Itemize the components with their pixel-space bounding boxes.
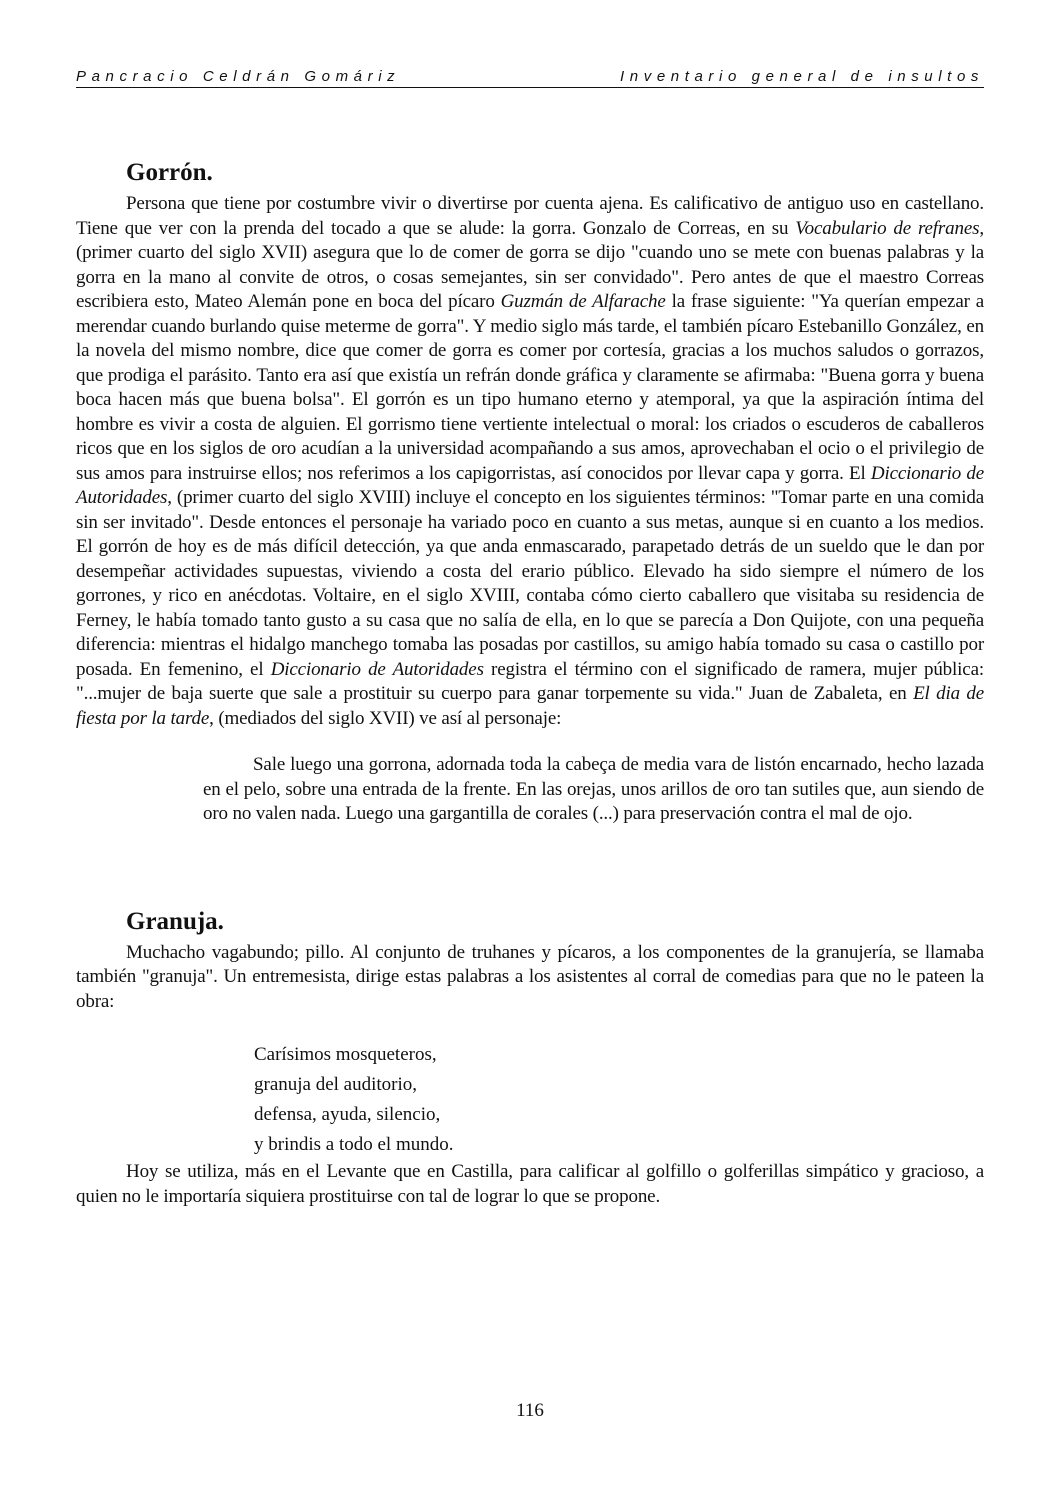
text-run: la frase siguiente: "Ya querían empezar a merendar cuando burlando quise meterme de gorra". Y medio siglo más tarde, el también pícaro Estebanillo González, en la novela del mismo nombre, dice que comer de gorra es comer por cortesía, gracias a los muchos saludos o gorrazos, que prodiga el parásito. Tanto era así que existía un refrán donde gráfica y claramente se afirmaba: "Buena gorra y buena boca hacen más que buena bolsa". El gorrón es un tipo humano eterno y atemporal, ya que la aspiración íntima del hombre es vivir a costa de alguien. El gorrismo tiene vertiente intelectual o moral: los criados o escuderos de caballeros ricos que en los siglos de oro acudían a la universidad acompañando a sus amos, aprovechaban el ocio o el privilegio de sus amos para instruirse ellos; nos referimos a los capigorristas, así conocidos por llevar capa y gorra. El <box>76 291 984 484</box>
italic-title: Diccionario de Autoridades <box>270 658 484 680</box>
text-run: , (primer cuarto del siglo XVII) asegura que lo de comer de gorra se dijo "cuando uno se mete con buenas palabras y la gorra en la mano al convite de otros, o cosas semejantes, sin ser convidado". Pero antes de que el maestro Correas escribiera esto, Mateo Alemán pone en boca del pícaro <box>76 217 985 312</box>
italic-title: Guzmán de Alfarache <box>500 291 666 312</box>
header-author: Pancracio Celdrán Gomáriz <box>76 68 401 85</box>
entry-title: Granuja. <box>126 907 224 935</box>
italic-title: Diccionario de Autoridades <box>76 462 984 508</box>
running-header <box>76 68 984 88</box>
entry-paragraph: Muchacho vagabundo; pillo. Al conjunto de truhanes y pícaros, a los componentes de la granujería, se llamaba también "granuja". Un entremesista, dirige estas palabras a los asistentes al corral de comedias para que no le pateen la obra: <box>76 941 984 1012</box>
text-run: Persona que tiene por costumbre vivir o divertirse por cuenta ajena. Es calificativo de antiguo uso en castellano. Tiene que ver con la prenda del tocado a que se alude: la gorra. Gonzalo de Correas, en su <box>76 193 984 239</box>
entry-granuja <box>76 907 984 1210</box>
page-number: 116 <box>516 1400 544 1421</box>
entry-title: Gorrón. <box>126 159 213 186</box>
text-run: , (mediados del siglo XVII) ve así al personaje: <box>209 707 562 729</box>
header-book-title: Inventario general de insultos <box>620 68 984 85</box>
italic-title: El dia de fiesta por la tarde <box>76 683 985 729</box>
italic-title: Vocabulario de refranes <box>795 217 980 239</box>
entry-gorron <box>76 158 984 827</box>
text-run: , (primer cuarto del siglo XVIII) incluye el concepto en los siguientes términos: "Tomar parte en una comida sin ser invitado". Desde entonces el personaje ha variado poco en cuanto a sus metas, aunque si en cuanto a los medios. El gorrón de hoy es de más difícil detección, ya que anda enmascarado, parapetado detrás de un sueldo que le dan por desempeñar actividades supuestas, viviendo a costa del erario público. Elevado ha sido siempre el número de los gorrones, y rico en anécdotas. Voltaire, en el siglo XVIII, contaba cómo cierto caballero que visitaba su residencia de Ferney, le había tomado tanto gusto a su casa que no salía de ella, en lo que se parecía a Don Quijote, con una pequeña diferencia: mientras el hidalgo manchego tomaba las posadas por castillos, su amigo había tomado su casa o castillo por posada. En femenino, el <box>76 487 984 680</box>
verse-line: granuja del auditorio, <box>254 1074 418 1095</box>
verse-line: defensa, ayuda, silencio, <box>254 1104 441 1125</box>
verse-line: y brindis a todo el mundo. <box>254 1134 454 1155</box>
closing-paragraph: Hoy se utiliza, más en el Levante que en Castilla, para calificar al golfillo o golferillas simpático y gracioso, a quien no le importaría siquiera prostituirse con tal de lograr lo que se propone. <box>76 1161 984 1207</box>
entry-paragraph <box>76 192 984 731</box>
page-content <box>76 158 984 1209</box>
verse-block <box>254 1040 984 1160</box>
verse-line: Carísimos mosqueteros, <box>254 1044 437 1065</box>
block-quote: Sale luego una gorrona, adornada toda la cabeça de media vara de listón encarnado, hecho lazada en el pelo, sobre una entrada de la frente. En las orejas, unos arillos de oro tan sutiles que, aun siendo de oro no valen nada. Luego una gargantilla de corales (...) para preservación contra el mal de ojo. <box>203 754 984 824</box>
text-run: registra el término con el significado de ramera, mujer pública: "...mujer de baja suerte que sale a prostituir su cuerpo para ganar torpemente su vida." Juan de Zabaleta, en <box>76 658 984 704</box>
